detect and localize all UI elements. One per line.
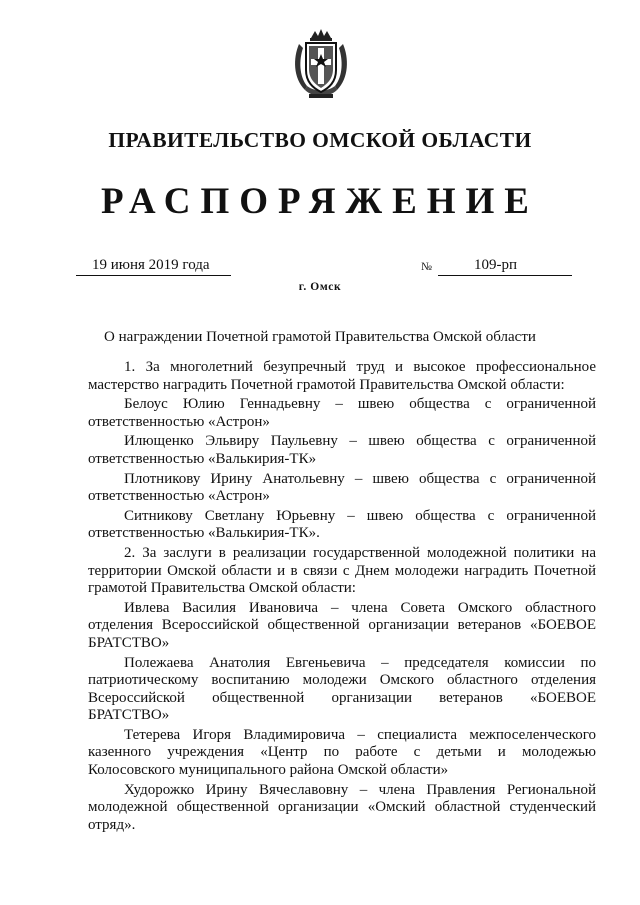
body-line: казенного учреждения «Центр по работе с детьми и молодежью — [88, 744, 596, 761]
number-field — [438, 257, 572, 276]
body-line: Ситникову Светлану Юрьевну – швею общества с ограниченной — [124, 507, 596, 524]
body-line: БРАТСТВО» — [88, 707, 170, 724]
date-field — [76, 257, 231, 276]
body-line: ответственностью «Валькирия-ТК» — [88, 450, 317, 467]
body-line: Колосовского муниципального района Омской области» — [88, 762, 449, 779]
body-line: ответственностью «Астрон» — [88, 488, 270, 505]
body-line: 2. За заслуги в реализации государственной молодежной политики на — [124, 544, 596, 561]
body-line: отделения Всероссийской общественной организации ветеранов «БОЕВОЕ — [88, 617, 596, 634]
body-line: грамотой Правительства Омской области: — [88, 580, 356, 597]
body-line: ответственностью «Астрон» — [88, 413, 270, 430]
number-sign: № — [421, 261, 432, 273]
body-line: Тетерева Игоря Владимировича – специалиста межпоселенческого — [124, 726, 596, 743]
body-line: Илющенко Эльвиру Паульевну – швею общества с ограниченной — [124, 433, 596, 450]
organization-title: ПРАВИТЕЛЬСТВО ОМСКОЙ ОБЛАСТИ — [108, 128, 532, 152]
document-type-title: РАСПОРЯЖЕНИЕ — [100, 181, 539, 222]
document-body — [88, 359, 596, 834]
body-line: ответственностью «Валькирия-ТК». — [88, 525, 320, 542]
body-line: мастерство наградить Почетной грамотой Правительства Омской области: — [88, 376, 565, 393]
body-line: Полежаева Анатолия Евгеньевича – председателя комиссии по — [124, 654, 596, 671]
body-line: патриотическому воспитанию молодежи Омского областного отделения — [88, 672, 596, 689]
body-line: Белоус Юлию Геннадьевну – швею общества с ограниченной — [124, 396, 596, 413]
body-line: молодежной общественной организации «Омский областной студенческий — [88, 799, 596, 816]
document-subject: О награждении Почетной грамотой Правительства Омской области — [104, 329, 536, 345]
body-line: территории Омской области и в связи с Днем молодежи наградить Почетной — [88, 562, 596, 579]
coat-of-arms-icon — [291, 28, 351, 102]
body-line: Плотникову Ирину Анатольевну – швею общества с ограниченной — [124, 470, 596, 487]
body-line: 1. За многолетний безупречный труд и высокое профессиональное — [124, 359, 596, 375]
city-label: г. Омск — [298, 281, 342, 293]
body-line: Худорожко Ирину Вячеславовну – члена Правления Региональной — [124, 781, 596, 798]
body-line: отряд». — [88, 816, 136, 833]
document-date: 19 июня 2019 года — [92, 257, 210, 273]
body-line: Всероссийской общественной организации ветеранов «БОЕВОЕ — [88, 689, 596, 706]
body-line: БРАТСТВО» — [88, 634, 170, 651]
document-number: 109-рп — [474, 257, 518, 273]
body-line: Ивлева Василия Ивановича – члена Совета Омского областного — [124, 599, 596, 616]
